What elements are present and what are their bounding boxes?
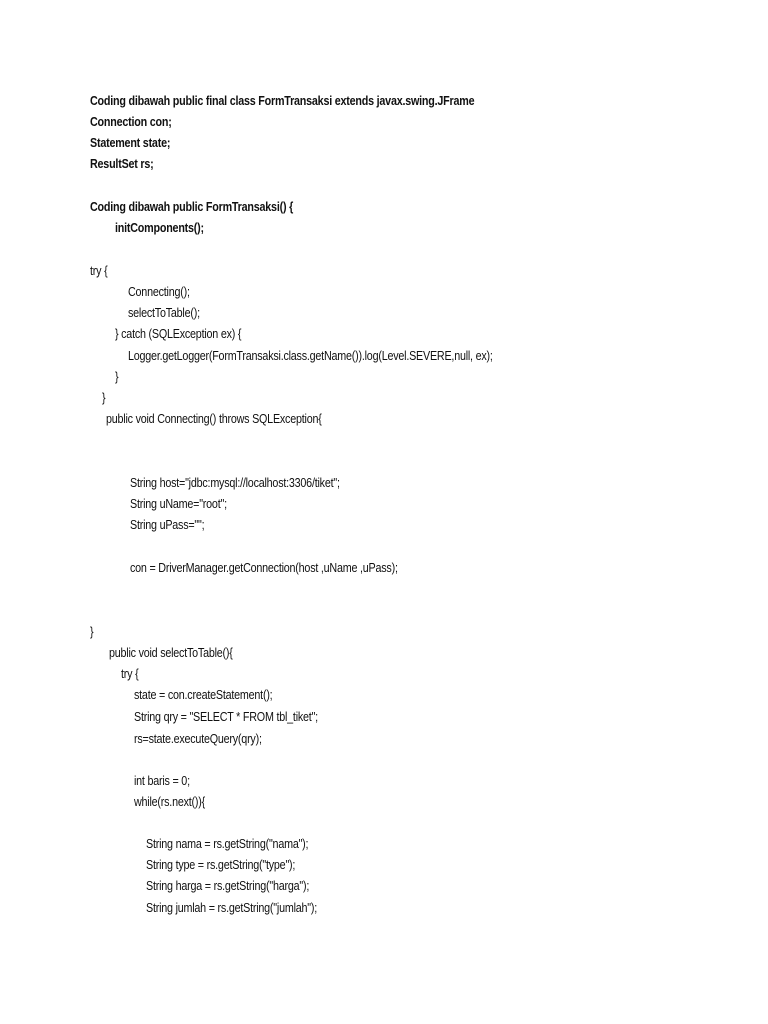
code-line-13: } [102, 391, 106, 405]
code-line-14: public void Connecting() throws SQLException{ [106, 412, 322, 426]
code-line-22: state = con.createStatement(); [134, 688, 273, 702]
code-line-28: String type = rs.getString("type"); [146, 858, 296, 872]
code-line-17: String uPass=""; [130, 518, 205, 532]
code-line-29: String harga = rs.getString("harga"); [146, 879, 310, 893]
code-line-10: } catch (SQLException ex) { [115, 327, 242, 341]
code-line-7: try { [90, 264, 108, 278]
code-line-4: ResultSet rs; [90, 157, 154, 171]
code-line-6: initComponents(); [115, 221, 204, 235]
code-line-26: while(rs.next()){ [134, 795, 206, 809]
code-line-3: Statement state; [90, 136, 171, 150]
code-line-1: Coding dibawah public final class FormTransaksi extends javax.swing.JFrame [90, 94, 475, 108]
code-line-25: int baris = 0; [134, 774, 190, 788]
code-line-12: } [115, 370, 119, 384]
code-line-15: String host="jdbc:mysql://localhost:3306/tiket"; [130, 476, 340, 490]
code-line-5: Coding dibawah public FormTransaksi() { [90, 200, 294, 214]
code-line-23: String qry = "SELECT * FROM tbl_tiket"; [134, 710, 318, 724]
code-line-21: try { [121, 667, 139, 681]
code-line-11: Logger.getLogger(FormTransaksi.class.getName()).log(Level.SEVERE,null, ex); [128, 349, 493, 363]
code-line-8: Connecting(); [128, 285, 190, 299]
code-line-30: String jumlah = rs.getString("jumlah"); [146, 901, 318, 915]
code-line-20: public void selectToTable(){ [109, 646, 233, 660]
code-line-2: Connection con; [90, 115, 172, 129]
code-line-19: } [90, 625, 94, 639]
code-line-16: String uName="root"; [130, 497, 227, 511]
code-line-18: con = DriverManager.getConnection(host ,uName ,uPass); [130, 561, 398, 575]
code-line-9: selectToTable(); [128, 306, 200, 320]
code-line-24: rs=state.executeQuery(qry); [134, 732, 262, 746]
code-line-27: String nama = rs.getString("nama"); [146, 837, 309, 851]
